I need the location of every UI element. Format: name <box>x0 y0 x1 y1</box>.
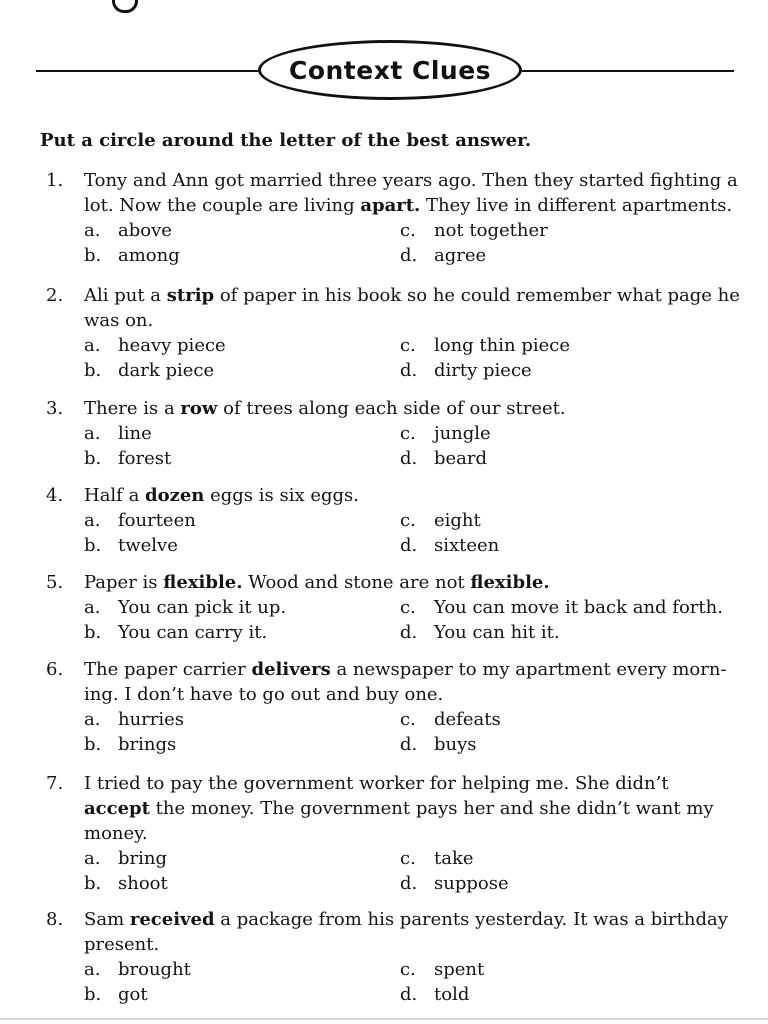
title-rule-left <box>36 70 266 72</box>
answer-choice-a[interactable]: a. above <box>84 220 172 241</box>
target-word: flexible. <box>163 572 243 593</box>
page-title: Context Clues <box>288 55 492 85</box>
answer-choice-c[interactable]: c. You can move it back and forth. <box>400 597 723 618</box>
answer-choice-b[interactable]: b. forest <box>84 448 172 469</box>
answer-choice-b[interactable]: b. You can carry it. <box>84 622 268 643</box>
question-5 <box>40 570 740 645</box>
answer-choice-d[interactable]: d. beard <box>400 448 488 469</box>
question-number: 2. <box>46 285 64 306</box>
question-number: 3. <box>46 398 64 419</box>
answer-choice-d[interactable]: d. sixteen <box>400 535 500 556</box>
answer-choice-b[interactable]: b. twelve <box>84 535 178 556</box>
answer-choice-a[interactable]: a. heavy piece <box>84 335 226 356</box>
question-number: 1. <box>46 170 64 191</box>
answer-choice-a[interactable]: a. You can pick it up. <box>84 597 287 618</box>
question-2 <box>40 283 740 383</box>
answer-choice-d[interactable]: d. buys <box>400 734 477 755</box>
title-rule-right <box>516 70 734 72</box>
target-word: flexible. <box>470 572 550 593</box>
question-text: Paper is flexible. Wood and stone are not flexible. <box>84 572 550 593</box>
question-3 <box>40 396 740 471</box>
answer-choice-d[interactable]: d. suppose <box>400 873 509 894</box>
answer-choice-c[interactable]: c. take <box>400 848 474 869</box>
answer-choice-b[interactable]: b. among <box>84 245 180 266</box>
instructions: Put a circle around the letter of the best answer. <box>40 130 532 151</box>
answer-choices <box>84 846 740 896</box>
question-number: 7. <box>46 773 64 794</box>
question-number: 8. <box>46 909 64 930</box>
answer-choice-a[interactable]: a. fourteen <box>84 510 196 531</box>
target-word: apart. <box>360 195 421 216</box>
answer-choice-c[interactable]: c. long thin piece <box>400 335 570 356</box>
target-word: received <box>129 909 215 930</box>
answer-choice-c[interactable]: c. defeats <box>400 709 501 730</box>
answer-choice-d[interactable]: d. told <box>400 984 470 1005</box>
answer-choices <box>84 707 740 757</box>
answer-choice-c[interactable]: c. eight <box>400 510 481 531</box>
answer-choices <box>84 421 740 471</box>
answer-choice-b[interactable]: b. got <box>84 984 148 1005</box>
answer-choice-c[interactable]: c. not together <box>400 220 548 241</box>
page-edge <box>0 1018 768 1020</box>
answer-choice-c[interactable]: c. jungle <box>400 423 491 444</box>
question-text: There is a row of trees along each side of our street. <box>84 398 566 419</box>
question-1 <box>40 168 740 268</box>
question-text: I tried to pay the government worker for helping me. She didn’t accept the money. The government pays her and she didn’t want my money. <box>84 773 714 844</box>
target-word: row <box>180 398 218 419</box>
answer-choices <box>84 333 740 383</box>
title-oval <box>258 40 522 100</box>
answer-choice-a[interactable]: a. bring <box>84 848 167 869</box>
answer-choices <box>84 595 740 645</box>
target-word: strip <box>166 285 215 306</box>
question-number: 5. <box>46 572 64 593</box>
answer-choices <box>84 218 740 268</box>
question-number: 4. <box>46 485 64 506</box>
question-text: Ali put a strip of paper in his book so he could remember what page he was on. <box>84 285 740 331</box>
target-word: accept <box>84 798 150 819</box>
answer-choice-a[interactable]: a. brought <box>84 959 191 980</box>
question-text: Sam received a package from his parents yesterday. It was a birthday present. <box>84 909 728 955</box>
question-text: The paper carrier delivers a newspaper to my apartment every morn- ing. I don’t have to go out and buy one. <box>84 659 727 705</box>
answer-choice-c[interactable]: c. spent <box>400 959 485 980</box>
page-number-fragment <box>112 0 138 13</box>
answer-choice-a[interactable]: a. hurries <box>84 709 185 730</box>
answer-choice-b[interactable]: b. brings <box>84 734 177 755</box>
question-text: Half a dozen eggs is six eggs. <box>84 485 360 506</box>
target-word: dozen <box>145 485 205 506</box>
answer-choice-d[interactable]: d. agree <box>400 245 487 266</box>
question-text: Tony and Ann got married three years ago. Then they started fighting a lot. Now the couple are living apart. They live in different apartments. <box>84 170 738 216</box>
question-4 <box>40 483 740 558</box>
answer-choices <box>84 508 740 558</box>
answer-choice-d[interactable]: d. dirty piece <box>400 360 532 381</box>
answer-choice-b[interactable]: b. dark piece <box>84 360 215 381</box>
question-8 <box>40 907 740 1007</box>
question-6 <box>40 657 740 757</box>
target-word: delivers <box>251 659 331 680</box>
answer-choice-b[interactable]: b. shoot <box>84 873 168 894</box>
question-number: 6. <box>46 659 64 680</box>
answer-choices <box>84 957 740 1007</box>
answer-choice-d[interactable]: d. You can hit it. <box>400 622 560 643</box>
question-7 <box>40 771 740 896</box>
answer-choice-a[interactable]: a. line <box>84 423 152 444</box>
